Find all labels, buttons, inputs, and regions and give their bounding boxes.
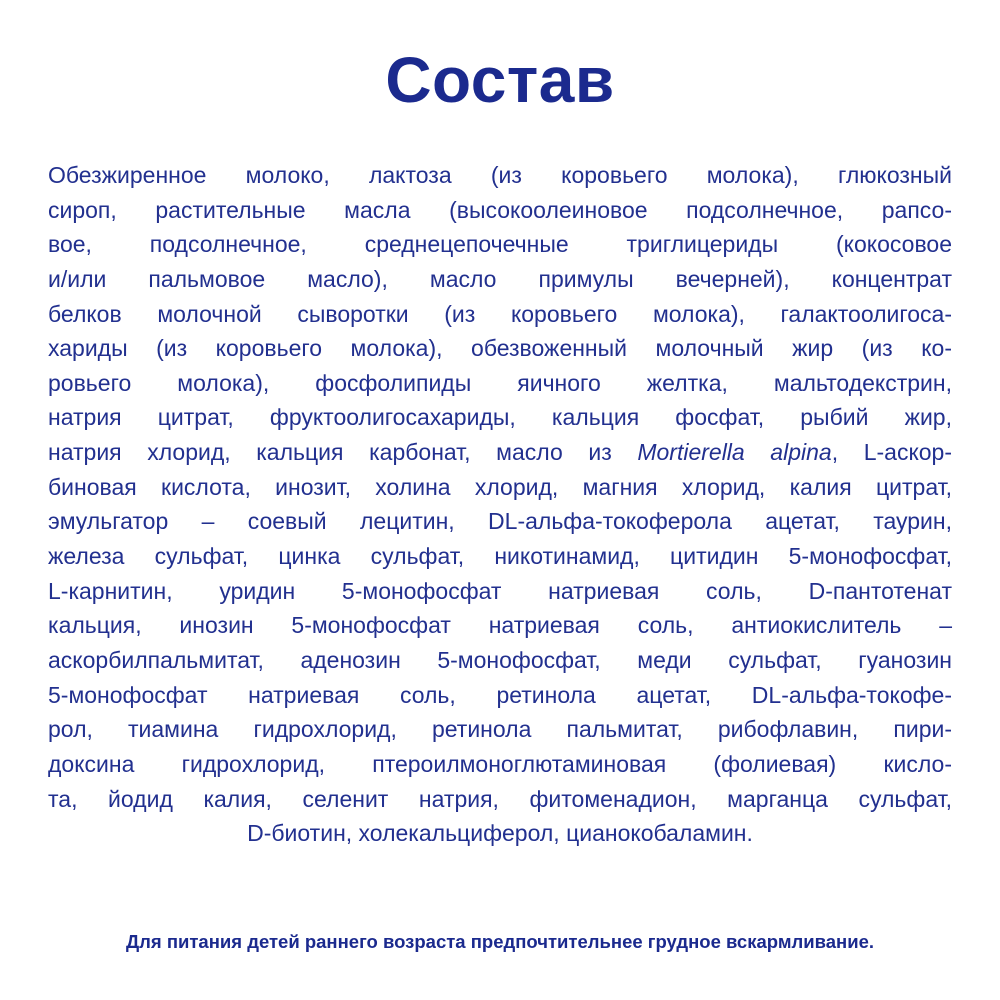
composition-text: [48, 158, 952, 851]
composition-line: и/или пальмовое масло), масло примулы вечерней), концентрат: [48, 265, 952, 292]
composition-line: Обезжиренное молоко, лактоза (из коровьего молока), глюкозный: [48, 162, 952, 188]
composition-line: кальция, инозин 5-монофосфат натриевая соль, антиокислитель –: [48, 612, 952, 639]
composition-line: аскорбилпальмитат, аденозин 5-монофосфат, меди сульфат, гуанозин: [48, 646, 952, 673]
composition-line: 5-монофосфат натриевая соль, ретинола ацетат, DL-альфа-токофе-: [48, 681, 952, 708]
composition-line-end: , L-аскор-: [831, 439, 953, 466]
page-title: Состав: [385, 44, 615, 116]
composition-line: та, йодид калия, селенит натрия, фитоменадион, марганца сульфат,: [48, 785, 952, 812]
composition-line: сироп, растительные масла (высокоолеиновое подсолнечное, рапсо-: [48, 196, 952, 223]
composition-line: доксина гидрохлорид, птероилмоноглютаминовая (фолиевая) кисло-: [48, 750, 952, 777]
composition-line-start: натрия хлорид, кальция карбонат, масло из: [48, 439, 638, 466]
composition-line: хариды (из коровьего молока), обезвоженный молочный жир (из ко-: [48, 335, 952, 362]
composition-line: L-карнитин, уридин 5-монофосфат натриевая соль, D-пантотенат: [48, 577, 952, 604]
composition-line: рол, тиамина гидрохлорид, ретинола пальмитат, рибофлавин, пири-: [48, 716, 952, 743]
breastfeeding-notice: Для питания детей раннего возраста предпочтительнее грудное вскармливание.: [125, 931, 875, 952]
composition-line-italic-term: Mortierella alpina: [637, 439, 832, 466]
composition-line: натрия цитрат, фруктоолигосахариды, кальция фосфат, рыбий жир,: [48, 404, 952, 431]
composition-line: D-биотин, холекальциферол, цианокобаламин.: [247, 820, 753, 847]
composition-line: белков молочной сыворотки (из коровьего молока), галактоолигоса-: [48, 300, 952, 327]
composition-line: железа сульфат, цинка сульфат, никотинамид, цитидин 5-монофосфат,: [48, 543, 952, 570]
composition-line: вое, подсолнечное, среднецепочечные триглицериды (кокосовое: [48, 231, 952, 258]
composition-line: биновая кислота, инозит, холина хлорид, магния хлорид, калия цитрат,: [48, 473, 952, 500]
composition-line: ровьего молока), фосфолипиды яичного желтка, мальтодекстрин,: [48, 369, 952, 396]
composition-line: [48, 435, 952, 470]
composition-line: эмульгатор – соевый лецитин, DL-альфа-токоферола ацетат, таурин,: [48, 508, 952, 535]
